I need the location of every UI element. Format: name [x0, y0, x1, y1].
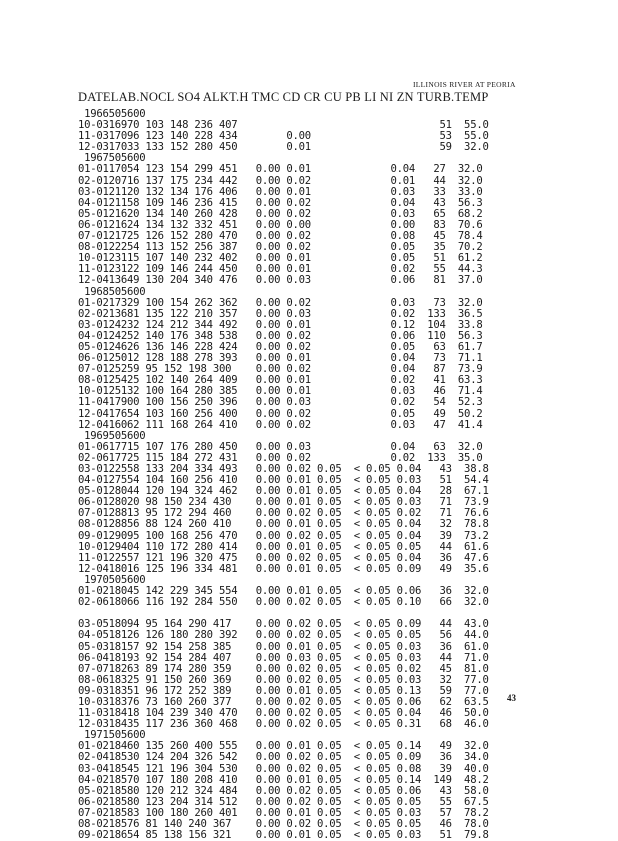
year-heading: 1968505600	[78, 286, 146, 298]
data-row: 04-0121158 109 146 236 415 0.00 0.02 0.04 43 56.3	[78, 197, 483, 209]
data-row: 05-0318157 92 154 258 385 0.00 0.01 0.05 < 0.05 0.03 36 61.0	[78, 641, 489, 653]
data-row: 12-0418016 125 196 334 481 0.00 0.01 0.05 < 0.05 0.09 49 35.6	[78, 563, 489, 575]
data-row: 12-0318435 117 236 360 468 0.00 0.02 0.05 < 0.05 0.31 68 46.0	[78, 719, 489, 731]
data-row: 06-0218580 123 204 314 512 0.00 0.02 0.05 < 0.05 0.05 55 67.5	[78, 796, 489, 808]
data-row: 07-0125259 95 152 198 300 0.00 0.02 0.04 87 73.9	[78, 364, 483, 376]
year-heading: 1966505600	[78, 109, 146, 120]
data-row: 11-0122557 121 196 320 475 0.00 0.02 0.05 < 0.05 0.04 36 47.6	[78, 552, 489, 564]
data-row: 05-0128044 120 194 324 462 0.00 0.01 0.05 < 0.05 0.04 28 67.1	[78, 486, 489, 498]
data-row: 03-0418545 121 196 304 530 0.00 0.02 0.05 < 0.05 0.08 39 40.0	[78, 763, 489, 775]
data-row: 02-0617725 115 184 272 431 0.00 0.02 0.02 133 35.0	[78, 452, 483, 464]
data-row: 08-0125425 102 140 264 409 0.00 0.01 0.02 41 63.3	[78, 375, 483, 387]
data-row: 10-0123115 107 140 232 402 0.00 0.01 0.05 51 61.2	[78, 253, 483, 265]
data-row: 02-0120716 137 175 234 442 0.00 0.02 0.01 44 32.0	[78, 175, 483, 187]
data-row: 09-0318351 96 172 252 389 0.00 0.01 0.05 < 0.05 0.13 59 77.0	[78, 685, 489, 697]
data-row: 09-0129095 100 168 256 470 0.00 0.02 0.05 < 0.05 0.04 39 73.2	[78, 530, 489, 542]
data-row: 06-0418193 92 154 284 407 0.00 0.03 0.05 < 0.05 0.03 44 71.0	[78, 652, 489, 664]
data-row: 11-0318418 104 239 340 470 0.00 0.02 0.05 < 0.05 0.04 46 50.0	[78, 708, 489, 720]
data-row: 10-0316970 103 148 236 407 51 55.0	[78, 120, 489, 132]
data-row: 06-0121624 134 132 332 451 0.00 0.00 0.00 83 70.6	[78, 219, 483, 231]
data-row: 06-0125012 128 188 278 393 0.00 0.01 0.04 73 71.1	[78, 353, 483, 365]
data-row: 07-0121725 126 152 280 470 0.00 0.02 0.08 45 78.4	[78, 231, 483, 243]
data-row: 12-0413649 130 204 340 476 0.00 0.03 0.06 81 37.0	[78, 275, 483, 287]
data-row: 03-0124232 124 212 344 492 0.00 0.01 0.12 104 33.8	[78, 319, 483, 331]
data-row: 08-0218576 81 140 240 367 0.00 0.02 0.05 < 0.05 0.05 46 78.0	[78, 819, 489, 830]
data-row: 02-0418530 124 204 326 542 0.00 0.02 0.05 < 0.05 0.09 36 34.0	[78, 752, 489, 764]
page-number: 43	[507, 693, 516, 703]
data-row: 01-0117054 123 154 299 451 0.00 0.01 0.04 27 32.0	[78, 164, 483, 176]
station-title: ILLINOIS RIVER AT PEORIA	[413, 80, 516, 89]
data-row: 04-0518126 126 180 280 392 0.00 0.02 0.05 < 0.05 0.05 56 44.0	[78, 630, 489, 642]
data-row: 11-0123122 109 146 244 450 0.00 0.01 0.02 55 44.3	[78, 264, 483, 276]
data-row: 07-0718263 89 174 280 359 0.00 0.02 0.05 < 0.05 0.02 45 81.0	[78, 663, 489, 675]
data-row: 07-0128813 95 172 294 460 0.00 0.02 0.05 < 0.05 0.02 71 76.6	[78, 508, 489, 520]
data-row: 12-0317033 133 152 280 450 0.01 59 32.0	[78, 142, 489, 154]
year-heading: 1967505600	[78, 153, 146, 165]
data-row: 05-0124626 136 146 228 424 0.00 0.02 0.05 63 61.7	[78, 341, 483, 353]
data-row: 01-0617715 107 176 280 450 0.00 0.03 0.04 63 32.0	[78, 441, 483, 453]
data-row: 02-0213681 135 122 210 357 0.00 0.03 0.02 133 36.5	[78, 308, 483, 320]
data-row	[78, 608, 548, 619]
column-header: DATELAB.NOCL SO4 ALKT.H TMC CD CR CU PB LI NI ZN TURB.TEMP	[78, 90, 489, 104]
data-row: 03-0121120 132 134 176 406 0.00 0.01 0.03 33 33.0	[78, 186, 483, 198]
data-row: 08-0128856 88 124 260 410 0.00 0.01 0.05 < 0.05 0.04 32 78.8	[78, 519, 489, 531]
data-row: 12-0416062 111 168 264 410 0.00 0.02 0.03 47 41.4	[78, 419, 483, 431]
data-row: 04-0127554 104 160 256 410 0.00 0.01 0.05 < 0.05 0.03 51 54.4	[78, 475, 489, 487]
data-row: 10-0125132 100 164 280 385 0.00 0.01 0.03 46 71.4	[78, 386, 483, 398]
data-row: 05-0121620 134 140 260 428 0.00 0.02 0.03 65 68.2	[78, 208, 483, 220]
data-row: 08-0122254 113 152 256 387 0.00 0.02 0.05 35 70.2	[78, 242, 483, 254]
data-row: 01-0218045 142 229 345 554 0.00 0.01 0.05 < 0.05 0.06 36 32.0	[78, 586, 489, 598]
data-row: 12-0417654 103 160 256 400 0.00 0.02 0.05 49 50.2	[78, 408, 483, 420]
data-row: 01-0218460 135 260 400 555 0.00 0.01 0.05 < 0.05 0.14 49 32.0	[78, 741, 489, 753]
data-row: 11-0317096 123 140 228 434 0.00 53 55.0	[78, 131, 489, 143]
data-row: 04-0218570 107 180 208 410 0.00 0.01 0.05 < 0.05 0.14 149 48.2	[78, 774, 489, 786]
data-row: 10-0318376 73 160 260 377 0.00 0.02 0.05 < 0.05 0.06 62 63.5	[78, 696, 489, 708]
data-row: 06-0128020 98 150 234 430 0.00 0.01 0.05 < 0.05 0.03 71 73.9	[78, 497, 489, 509]
data-row: 09-0218654 85 138 156 321 0.00 0.01 0.05 < 0.05 0.03 51 79.8	[78, 830, 489, 841]
data-row: 08-0618325 91 150 260 369 0.00 0.02 0.05 < 0.05 0.03 32 77.0	[78, 674, 489, 686]
data-row: 05-0218580 120 212 324 484 0.00 0.02 0.05 < 0.05 0.06 43 58.0	[78, 785, 489, 797]
data-row: 03-0122558 133 204 334 493 0.00 0.02 0.05 < 0.05 0.04 43 38.8	[78, 464, 489, 475]
year-heading: 1970505600	[78, 574, 146, 586]
data-table	[78, 109, 548, 841]
data-row: 04-0124252 140 176 348 538 0.00 0.02 0.06 110 56.3	[78, 330, 483, 342]
data-row: 11-0417900 100 156 250 396 0.00 0.03 0.02 54 52.3	[78, 397, 483, 409]
data-row: 10-0129404 110 172 280 414 0.00 0.01 0.05 < 0.05 0.05 44 61.6	[78, 541, 489, 553]
data-row: 07-0218583 100 180 260 401 0.00 0.01 0.05 < 0.05 0.03 57 78.2	[78, 807, 489, 819]
data-row: 01-0217329 100 154 262 362 0.00 0.02 0.03 73 32.0	[78, 297, 483, 309]
year-heading: 1969505600	[78, 430, 146, 442]
data-row: 02-0618066 116 192 284 550 0.00 0.02 0.05 < 0.05 0.10 66 32.0	[78, 597, 489, 609]
data-row: 03-0518094 95 164 290 417 0.00 0.02 0.05 < 0.05 0.09 44 43.0	[78, 619, 489, 631]
year-heading: 1971505600	[78, 730, 146, 742]
